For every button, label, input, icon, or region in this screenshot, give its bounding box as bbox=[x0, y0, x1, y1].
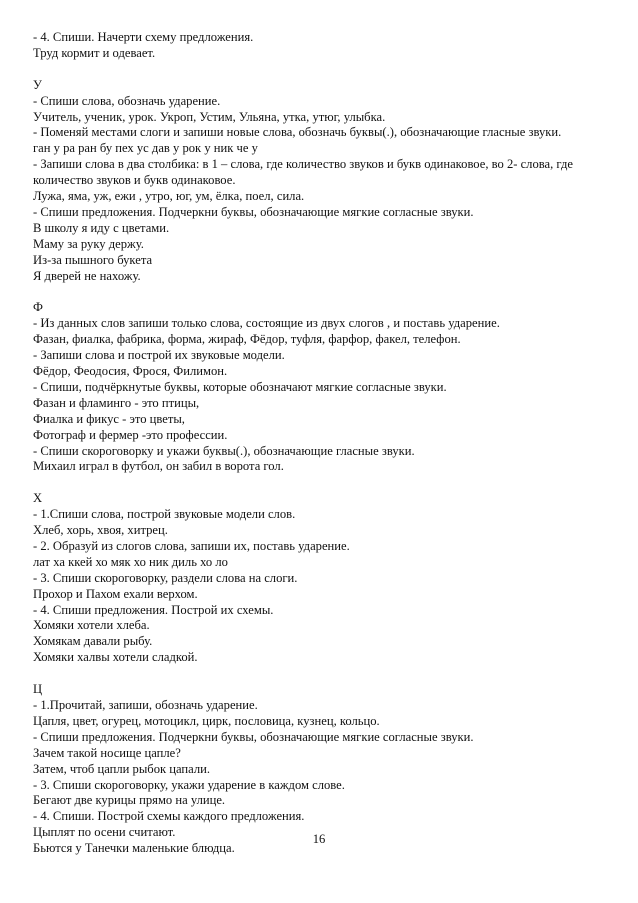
section-line: - Спиши, подчёркнутые буквы, которые обозначают мягкие согласные звуки. bbox=[33, 379, 447, 394]
section-line: - Из данных слов запиши только слова, состоящие из двух слогов , и поставь ударение. bbox=[33, 316, 500, 331]
intro-line: - 4. Спиши. Начерти схему предложения. bbox=[33, 30, 254, 44]
section-line: - 3. Спиши скороговорку, укажи ударение в каждом слове. bbox=[33, 777, 345, 792]
section-line: - Спиши слова, обозначь ударение. bbox=[33, 93, 221, 108]
section-line: Цапля, цвет, огурец, мотоцикл, цирк, пословица, кузнец, кольцо. bbox=[33, 713, 380, 728]
section-letter-heading: У bbox=[33, 77, 42, 92]
page-number: 16 bbox=[312, 832, 326, 846]
section-line: Хомяки халвы хотели сладкой. bbox=[33, 650, 198, 665]
section-line: Затем, чтоб цапли рыбок цапали. bbox=[33, 761, 211, 776]
section-line: Бегают две курицы прямо на улице. bbox=[33, 793, 226, 808]
section-line: В школу я иду с цветами. bbox=[33, 220, 170, 235]
section-line: - 4. Спиши. Построй схемы каждого предложения. bbox=[33, 809, 305, 824]
section-line: Цыплят по осени считают. bbox=[33, 825, 176, 840]
section-line: Из-за пышного букета bbox=[33, 252, 153, 267]
section-line: Хомяки хотели хлеба. bbox=[33, 618, 150, 633]
section-line: - Спиши предложения. Подчеркни буквы, обозначающие мягкие согласные звуки. bbox=[33, 729, 474, 744]
section-line: - 4. Спиши предложения. Построй их схемы. bbox=[33, 602, 274, 617]
section-line: лат ха ккей хо мяк хо ник диль хо ло bbox=[33, 554, 228, 569]
section-line: Хомякам давали рыбу. bbox=[33, 634, 153, 649]
section-line: - 2. Образуй из слогов слова, запиши их, поставь ударение. bbox=[33, 538, 350, 553]
section-letter-heading: Ф bbox=[33, 300, 43, 315]
section-line: - Запиши слова и построй их звуковые модели. bbox=[33, 348, 285, 363]
section-line: Бьются у Танечки маленькие блюдца. bbox=[33, 841, 235, 856]
section-line: - Спиши скороговорку и укажи буквы(.), обозначающие гласные звуки. bbox=[33, 443, 415, 458]
section-line: - 1.Спиши слова, построй звуковые модели слов. bbox=[33, 507, 296, 522]
section-line: Фазан и фламинго - это птицы, bbox=[33, 395, 200, 410]
intro-line: Труд кормит и одевает. bbox=[33, 45, 156, 60]
section-line: Фёдор, Феодосия, Фрося, Филимон. bbox=[33, 364, 228, 378]
section-line: - Поменяй местами слоги и запиши новые слова, обозначь буквы(.), обозначающие гласные звуки. bbox=[33, 125, 562, 140]
section-line: Михаил играл в футбол, он забил в ворота гол. bbox=[33, 459, 284, 474]
section-line: Учитель, ученик, урок. Укроп, Устим, Ульяна, утка, утюг, улыбка. bbox=[33, 109, 386, 124]
section-line: Лужа, яма, уж, ежи , утро, юг, ум, ёлка, поел, сила. bbox=[33, 189, 305, 204]
section-line: Я дверей не нахожу. bbox=[33, 268, 141, 283]
blank-line bbox=[33, 284, 623, 300]
blank-line bbox=[33, 666, 623, 682]
section-line: Фотограф и фермер -это профессии. bbox=[33, 427, 228, 442]
section-letter-heading: Х bbox=[33, 491, 43, 506]
section-line: ган у ра ран бу пех ус дав у рок у ник че у bbox=[33, 141, 258, 156]
section-line: Прохор и Пахом ехали верхом. bbox=[33, 586, 198, 601]
section-line: Хлеб, хорь, хвоя, хитрец. bbox=[33, 523, 168, 538]
blank-line bbox=[33, 62, 623, 78]
blank-line bbox=[33, 475, 623, 491]
section-letter-heading: Ц bbox=[33, 682, 43, 697]
section-line: количество звуков и букв одинаковое. bbox=[33, 173, 236, 188]
section-line: - Запиши слова в два столбика: в 1 – слова, где количество звуков и букв одинаковое, во 2- слова, где bbox=[33, 157, 573, 172]
section-line: - 1.Прочитай, запиши, обозначь ударение. bbox=[33, 698, 258, 712]
section-line: - 3. Спиши скороговорку, раздели слова на слоги. bbox=[33, 570, 298, 585]
section-line: Зачем такой носище цапле? bbox=[33, 745, 181, 760]
section-line: Маму за руку держу. bbox=[33, 236, 144, 251]
section-line: Фиалка и фикус - это цветы, bbox=[33, 411, 185, 426]
document-body bbox=[33, 30, 623, 857]
section-line: - Спиши предложения. Подчеркни буквы, обозначающие мягкие согласные звуки. bbox=[33, 204, 474, 219]
section-line: Фазан, фиалка, фабрика, форма, жираф, Фёдор, туфля, фарфор, факел, телефон. bbox=[33, 332, 461, 347]
